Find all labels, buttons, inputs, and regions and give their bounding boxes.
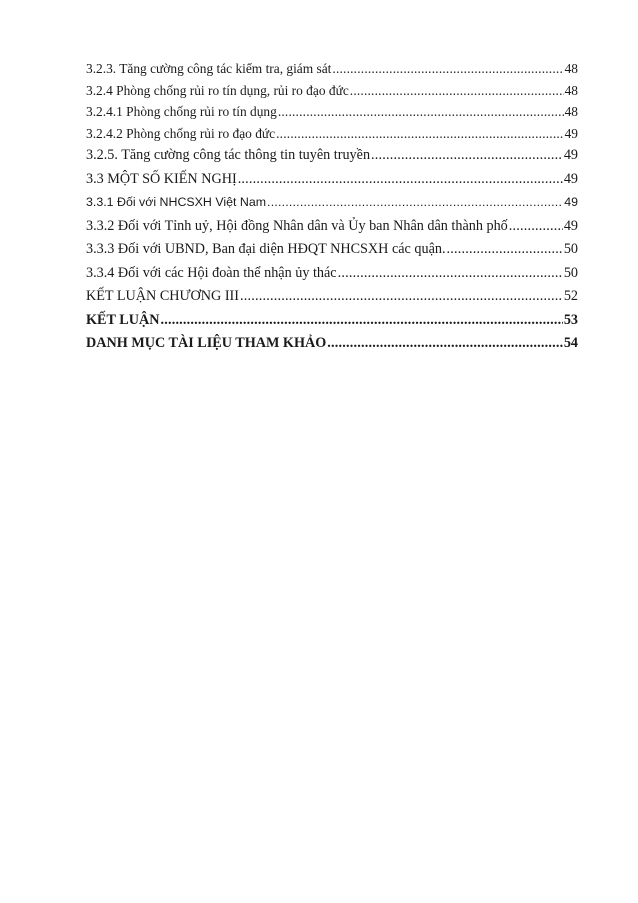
toc-entry-conclusion[interactable] bbox=[86, 309, 578, 332]
toc-entry-page: 49 bbox=[564, 195, 578, 209]
toc-entry-3-3-2[interactable] bbox=[86, 215, 578, 239]
toc-entry-title: KẾT LUẬN CHƯƠNG III bbox=[86, 288, 239, 304]
toc-entry-page: 49 bbox=[563, 147, 578, 163]
toc-entry-title: 3.2.4.1 Phòng chống rủi ro tín dụng bbox=[86, 104, 277, 119]
toc-dot-leader bbox=[276, 123, 563, 145]
toc-entry-page: 49 bbox=[564, 125, 578, 141]
toc-dot-leader bbox=[160, 309, 562, 332]
toc-entry-page: 52 bbox=[563, 288, 578, 304]
toc-entry-page: 50 bbox=[563, 241, 578, 257]
toc-entry-title: 3.2.4 Phòng chống rủi ro tín dụng, rủi ro đạo đức bbox=[86, 82, 349, 98]
toc-dot-leader bbox=[350, 80, 564, 102]
toc-entry-page: 48 bbox=[564, 104, 578, 119]
toc-entry-page: 50 bbox=[563, 264, 578, 281]
toc-dot-leader bbox=[238, 168, 563, 192]
toc-dot-leader bbox=[509, 215, 563, 239]
toc-dot-leader bbox=[338, 262, 563, 286]
toc-entry-title: KẾT LUẬN bbox=[86, 311, 160, 328]
toc-entry-3-2-4-2[interactable] bbox=[86, 123, 578, 145]
toc-dot-leader bbox=[371, 144, 563, 168]
toc-entry-page: 49 bbox=[563, 217, 578, 234]
toc-dot-leader bbox=[327, 332, 563, 355]
toc-entry-page: 48 bbox=[564, 82, 578, 98]
toc-entry-3-2-4-1[interactable] bbox=[86, 101, 578, 123]
toc-entry-3-3[interactable] bbox=[86, 168, 578, 192]
toc-entry-title: 3.3 MỘT SỐ KIẾN NGHỊ bbox=[86, 170, 237, 187]
toc-entry-page: 49 bbox=[563, 170, 578, 187]
toc-dot-leader bbox=[267, 191, 563, 215]
toc-entry-page: 54 bbox=[563, 334, 578, 351]
toc-entry-3-3-3[interactable] bbox=[86, 238, 578, 262]
toc-entry-page: 48 bbox=[564, 61, 578, 76]
toc-entry-chapter-3-conclusion[interactable] bbox=[86, 285, 578, 309]
toc-entry-3-2-5[interactable] bbox=[86, 144, 578, 168]
toc-dot-leader bbox=[447, 238, 563, 262]
toc-entry-title: DANH MỤC TÀI LIỆU THAM KHẢO bbox=[86, 334, 327, 351]
toc-entry-3-3-4[interactable] bbox=[86, 262, 578, 286]
toc-entry-title: 3.3.4 Đối với các Hội đoàn thể nhận ủy thác bbox=[86, 264, 337, 281]
toc-entry-3-2-3[interactable] bbox=[86, 58, 578, 80]
table-of-contents bbox=[86, 58, 578, 355]
toc-entry-title: 3.2.3. Tăng cường công tác kiểm tra, giám sát bbox=[86, 61, 332, 76]
toc-entry-page: 53 bbox=[563, 311, 578, 328]
toc-dot-leader bbox=[278, 101, 564, 123]
toc-entry-title: 3.3.3 Đối với UBND, Ban đại diện HĐQT NHCSXH các quận. bbox=[86, 241, 446, 257]
toc-dot-leader bbox=[240, 285, 563, 309]
toc-entry-title: 3.3.1 Đối với NHCSXH Việt Nam bbox=[86, 195, 267, 209]
toc-entry-title: 3.3.2 Đối với Tỉnh uỷ, Hội đồng Nhân dân và Ủy ban Nhân dân thành phố bbox=[86, 217, 508, 234]
toc-dot-leader bbox=[332, 58, 563, 80]
toc-entry-references[interactable] bbox=[86, 332, 578, 355]
toc-entry-title: 3.2.5. Tăng cường công tác thông tin tuyên truyền bbox=[86, 147, 371, 163]
toc-entry-3-2-4[interactable] bbox=[86, 80, 578, 102]
toc-entry-title: 3.2.4.2 Phòng chống rủi ro đạo đức bbox=[86, 125, 276, 141]
toc-entry-3-3-1[interactable] bbox=[86, 191, 578, 215]
